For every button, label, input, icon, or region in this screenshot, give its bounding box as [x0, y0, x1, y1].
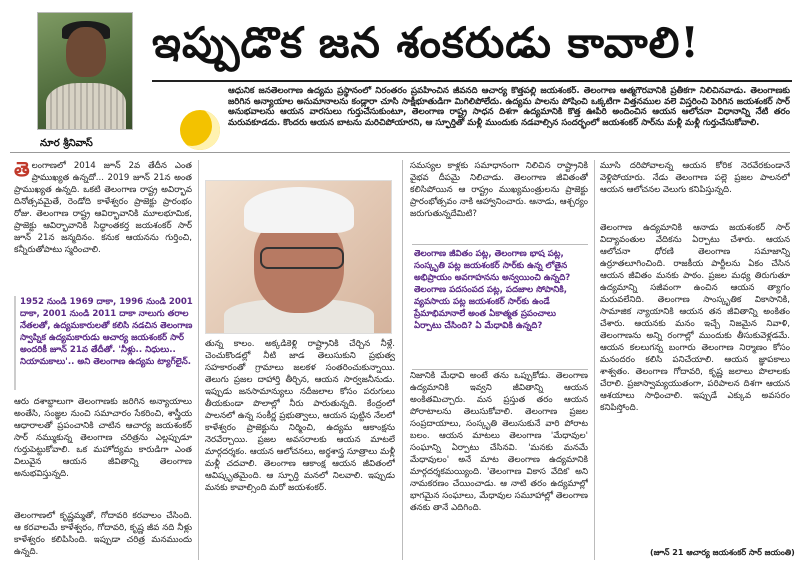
article-credit: (జూన్ 21 ఆచార్య జయశంకర్ సార్ జయంతి) — [650, 548, 795, 557]
section-divider — [10, 152, 790, 153]
photo-hair — [244, 187, 354, 233]
column-4-paragraph-1: మూసి దరిపోవాలన్న ఆయన కోరిక నెరవేరకుండానే వెళ్లిపోయారు. నేడు తెలంగాణ పల్లె ప్రజల పాలనలో ఆయన ఆలోచనల వెలుగు కనిపిస్తున్నది. — [600, 161, 790, 195]
pull-quote-2: తెలంగాణ జీవితం పట్ల, తెలంగాణ భాష పట్ల, సంస్కృతి పట్ల జయశంకర్ సార్‌కు ఉన్న లోతైన అభిప్రాయం అవగాహనను అన్వయించి ఉన్నది? తెలంగాణ పదసంపద పట్ల, పదజాల సోపానికి, వ్యవసాయ పట్ల జయశంకర్ సార్‌కు ఉండే ప్రేమాభిమానాలే అంత ఏకాత్మత ప్రపంచాలు ఏర్పాటు చేసింది? ఏ మేధావికి ఉన్నది? — [412, 244, 588, 370]
dropcap: తె — [14, 160, 30, 181]
intro-paragraph: ఆధునిక జనతెలంగాణ ఉద్యమ ప్రస్థానంలో నిరంతరం ప్రవహించిన జీవనది ఆచార్య కొత్తపల్లి జయశంకర్. తెలంగాణ ఆత్మగౌరవానికి ప్రతీకగా నిలిచినవాడు. తెలంగాణకు జరిగిన అన్యాయాల అనుమానాలను కండ్లారా చూసి సాక్షీభూతుడిగా మిగిలిపోలేదు. ఉద్యమ పాలను పోషించి ఒక్కటిగా విత్తనముల వలె విస్తరించి పెరిగిన జయశంకర్ సార్ అనుభవాలను ఆయన వారసులు గుర్తుచేసుకుంటూ, తెలంగాణ రాష్ట్ర సాధన దిశగా ఉద్యమానికి కొత్త ఊపిరి అందించిన ఆయన ఆలోచనా విధానాన్ని నేటి తరం మరువకూడదు. కొందరు ఆయన బాటను మరిచిపోయారని, ఆ స్ఫూర్తితో మళ్లీ ముందుకు నడవాల్సిన సందర్భంలో జయశంకర్ సార్‌ను మళ్లీ మళ్లీ గుర్తుచేసుకోవాలి. — [228, 86, 790, 128]
column-4-top — [600, 160, 790, 216]
column-2-paragraph-1: తున్న కాలం. అక్కడికెళ్లి రాష్ట్రానికి చేర్చిన నీళ్లే. చెంచుకొండల్లో నీటి జాడ తెలుసుకుని ప్రభుత్వ సహకారంతో గ్రామాలు జలకళ సంతరించుకున్నాయి. తెలుగు ప్రజల దాహార్తి తీర్చిన, ఆయన సార్వజనీనుడు. ఇప్పుడు జనసామాన్యులు నదీజలాల కోసం పరుగులు తీయకుండా పొలాల్లో నీరు పారుతున్నది. కేంద్రంలో పాలనలో ఉన్న సంకీర్ణ ప్రభుత్వాలు, ఆయన పుట్టిన నేలలో కాళేశ్వరం ప్రాజెక్టును నిర్మించి, ఉద్యమ ఆకాంక్షను నెరవేర్చాయి. ప్రజల అవసరాలకు ఆయన మాటలే మార్గదర్శకం. ఆయన ఆలోచనలు, అర్థశాస్త్ర సూత్రాలు మళ్లీ మళ్లీ చదవాలి. తెలంగాణ ఆకాంక్ష ఆయన జీవితంలో ఆవిష్కృతమైంది. ఆ స్ఫూర్తి మనలో నిలవాలి. ఇప్పుడు మనకు కావాల్సింది మరో జయశంకర్. — [205, 339, 395, 493]
column-1-paragraph-2: ఆరు దశాబ్దాలుగా తెలంగాణకు జరిగిన అన్యాయాలు అంతేసి, సంజ్ఞల నుంచి సమాచారం సేకరించి, శాస్త్రీయ ఆధారాలతో ప్రపంచానికి చాటిన ఆచార్య జయశంకర్ సార్ నమ్ముకున్న తెలంగాణ చరిత్రను ఎల్లప్పుడూ గుర్తుపెట్టుకోవాలి. ఒక మహోద్యమ కారుడిగా ఎంత విలువైన ఆయన జీవితాన్ని తెలంగాణ అనుభవిస్తున్నది. — [14, 397, 192, 479]
column-4-paragraph-2: తెలంగాణ ఉద్యమానికి ఆనాడు జయశంకర్ సార్ విద్యావంతుల వేదికను ఏర్పాటు చేశారు. ఆయన ఆలోచనా ధోరణి తెలంగాణ సమాజాన్ని ఉర్రూతలూగించింది. రాజకీయ పార్టీలను ఏకం చేసిన ఆయన జీవితం మనకు పాఠం. ప్రజల మధ్య తిరుగుతూ ఉద్యమాన్ని సజీవంగా ఉంచిన ఆయన త్యాగం మరువలేనిది. తెలంగాణ సాంస్కృతిక వికాసానికి, సామాజిక న్యాయానికి ఆయన తన జీవితాన్ని అంకితం చేశారు. ఆయనకు మనం ఇచ్చే నిజమైన నివాళి, తెలంగాణను అన్ని రంగాల్లో ముందుకు తీసుకువెళ్లడమే. ఆయన కలలుగన్న బంగారు తెలంగాణ నిర్మాణం కోసం మనందరం కలిసి పనిచేయాలి. ఆయన జ్ఞాపకాలు శాశ్వతం. తెలంగాణ గోదావరి, కృష్ణ జలాలు పొలాలకు చేరాలి. ప్రజాస్వామ్యయుతంగా, పరిపాలన దిశగా ఆయన ఆశయాలు సాధించాలి. ఇప్పుడే ఎక్కువ అవసరం కనిపిస్తోంది. — [600, 223, 790, 413]
crescent-moon-icon — [180, 110, 220, 150]
column-1-top — [14, 160, 192, 292]
column-divider-2 — [402, 160, 403, 560]
column-1-paragraph-1: లంగాణలో 2014 జూన్ 2వ తేదీన ఎంత ప్రాముఖ్యత ఉన్నదో... 2019 జూన్ 21న అంత ప్రాముఖ్యత ఉన్నది. ఒకటి తెలంగాణ రాష్ట్ర అవిర్భావ దినోత్సవమైతే, రెండోది కాళేశ్వరం ప్రాజెక్టు ప్రారంభం రోజు. తెలంగాణ రాష్ట్ర ఆవిర్భావానికి మూలభూమిక, ప్రాజెక్టు ఆవిర్భావానికి సిద్ధాంతకర్త జయశంకర్ సార్ జూన్ 21న జన్మదినం. కనుక ఆయనను గుర్తించి, కన్నీరుతోపాటు స్మరించాలి. — [14, 161, 192, 255]
pull-quote-1: 1952 నుండి 1969 దాకా, 1996 నుండి 2001 దాకా, 2001 నుండి 2011 దాకా నాలుగు తరాల నేతలతో, ఉద్యమకారులతో కలిసి నడచిన తెలంగాణ స్వాప్నిక ఉద్యమకారుడు ఆచార్య జయశంకర్ సార్ అందరికీ జూన్ 21వ తేదీతో. 'నీళ్లు.. నిధులు.. నియామకాలు'.. అని తెలంగాణ ఉద్యమ ట్యాగ్‌లైన్. — [14, 296, 195, 390]
column-2 — [205, 338, 395, 560]
column-1-middle — [14, 396, 192, 506]
author-shirt — [46, 83, 126, 130]
column-divider-1 — [198, 160, 199, 560]
column-3-bottom — [410, 370, 588, 560]
column-4-bottom — [600, 222, 790, 544]
author-name: నూర శ్రీనివాస్ — [40, 138, 93, 149]
column-3-paragraph-1: సమస్యల కాళ్లకు సమాధానంగా నిలిచిన రాష్ట్రానికి వైభవ దీపమై నిలిచాడు. తెలంగాణ జీవితంతో కలిసిపోయిన ఆ రాష్ట్రం ముఖ్యమంత్రులను ప్రాజెక్టు ప్రారంభోత్సవం నాకి ఆహ్వానించారు. ఆనాడు, ఆశ్చర్యం జరుగుతున్నదేమిటి? — [410, 161, 588, 219]
photo-glasses — [260, 247, 344, 269]
column-1-paragraph-3: తెలంగాణలో కృష్ణమ్మతో, గోదావరి కరవాలం చేసింది. ఆ కరవాలమే కాళేశ్వరం, గోదావరి, కృష్ణ జీవ నది నీళ్లు కాళేశ్వరం కలిపిసింది. ఇప్పుడా చరిత్ర మనముందు ఉన్నది. — [14, 511, 192, 557]
author-photo — [37, 12, 133, 130]
column-3-paragraph-2: నిజానికి మేధావి అంటే తను ఒప్పుకోడు. తెలంగాణ ఉద్యమానికి ఇవ్వని జీవితాన్ని ఆయన అంకితమిచ్చారు. మన ప్రస్తుత తరం ఆయన పోరాటాలను తెలుసుకోవాలి. తెలంగాణ ప్రజల సంప్రదాయాలు, సంస్కృతి తెలుసుకునే వారి పోరాట బలం. ఆయన మాటలు తెలంగాణ 'మేధావుల' సంఘాన్ని ఏర్పాటు చేసినవి. 'మనకు మనమే మేధావులం' అనే మాట తెలంగాణ ఉద్యమానికి మార్గదర్శకమయ్యింది. 'తెలంగాణ వికాస వేదిక' అని నామకరణం చేయించాడు. ఆ నాటి తరం ఉద్యమాల్లో భాగమైన సంఘాలు, మేధావుల సమూహాల్లో తెలంగాణ తనకు తానే ఎదిగింది. — [410, 371, 588, 513]
column-divider-3 — [594, 160, 595, 560]
column-3-top — [410, 160, 588, 240]
headline-rule — [152, 80, 792, 82]
jayashankar-photo — [205, 180, 392, 334]
author-face — [66, 27, 106, 77]
column-1-bottom — [14, 510, 192, 560]
headline: ఇప్పుడొక జన శంకరుడు కావాలి! — [152, 18, 700, 67]
